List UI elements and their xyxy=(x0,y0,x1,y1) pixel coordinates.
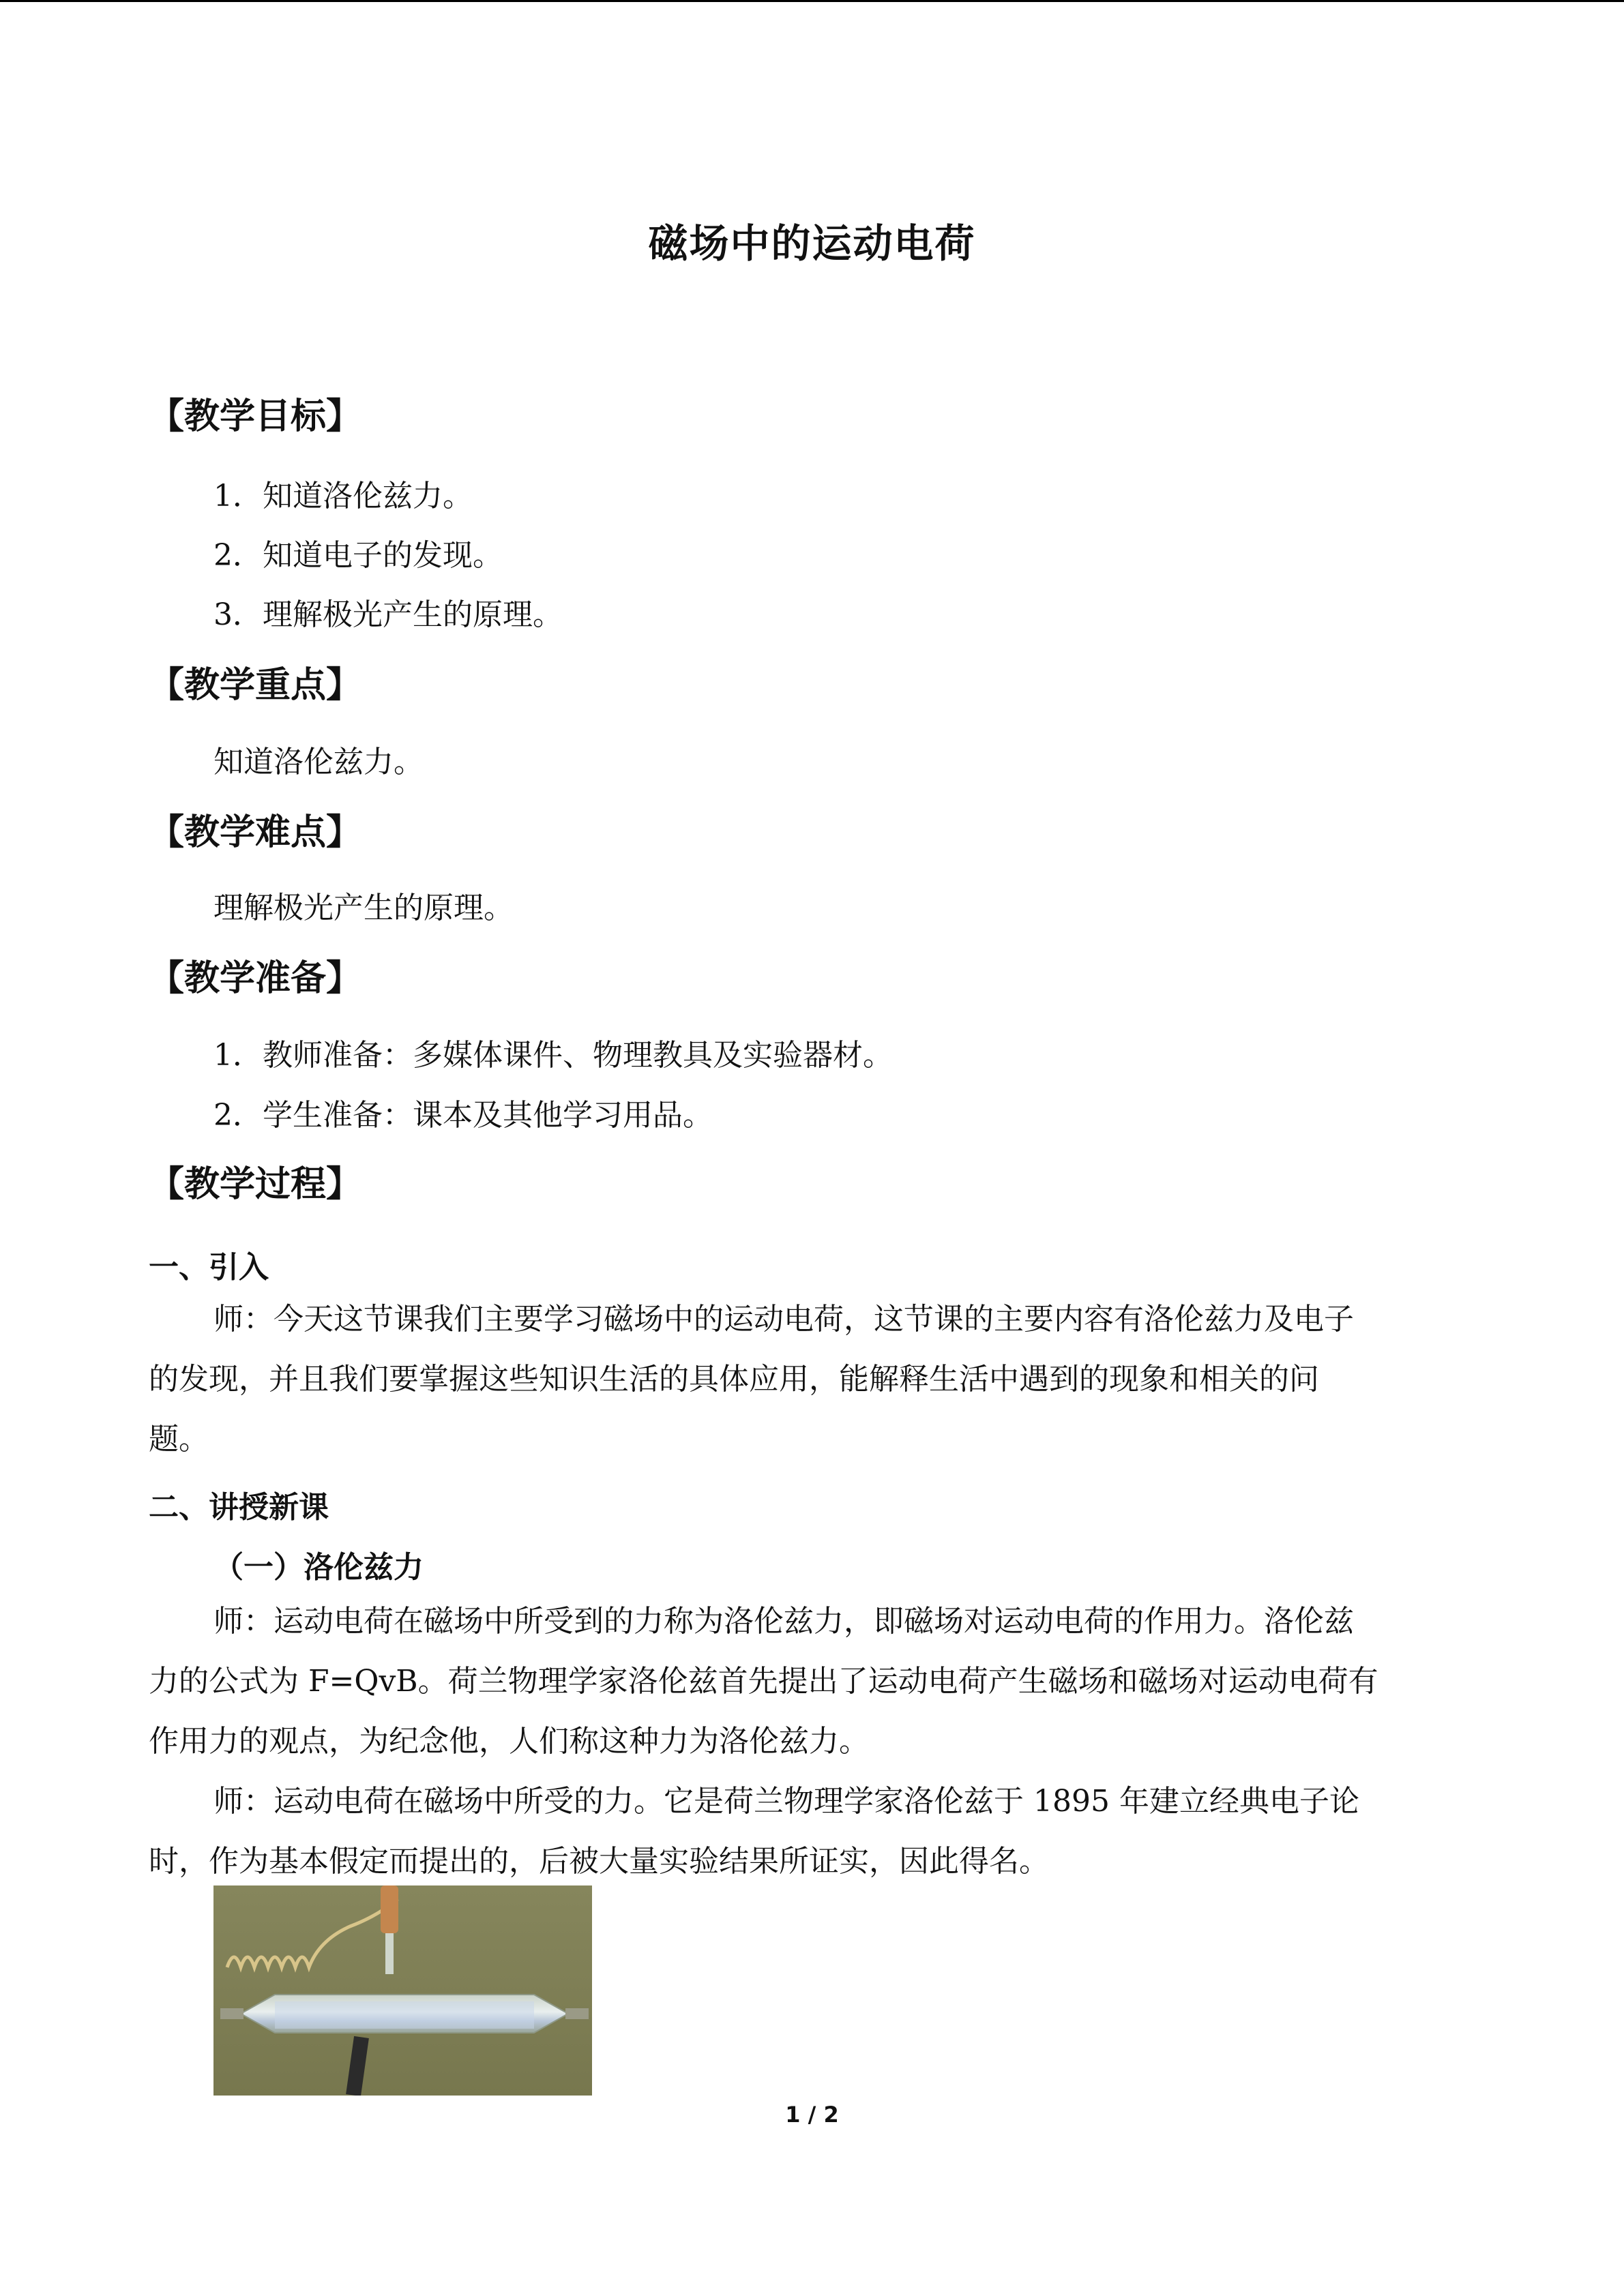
intro-line: 师：今天这节课我们主要学习磁场中的运动电荷，这节课的主要内容有洛伦兹力及电子 xyxy=(213,1302,1354,1337)
lorentz-heading: （一）洛伦兹力 xyxy=(213,1550,424,1585)
intro-heading: 一、引入 xyxy=(149,1250,269,1285)
objective-item: 1．知道洛伦兹力。 xyxy=(213,479,473,513)
new-lesson-heading: 二、讲授新课 xyxy=(149,1490,329,1525)
paragraph-line: 力的公式为 F=QvB。荷兰物理学家洛伦兹首先提出了运动电荷产生磁场和磁场对运动电荷有 xyxy=(149,1664,1378,1699)
intro-line: 的发现，并且我们要掌握这些知识生活的具体应用，能解释生活中遇到的现象和相关的问 xyxy=(149,1362,1319,1397)
paragraph-line: 时，作为基本假定而提出的，后被大量实验结果所证实，因此得名。 xyxy=(149,1844,1049,1879)
process-heading: 【教学过程】 xyxy=(149,1164,362,1205)
key-points-heading: 【教学重点】 xyxy=(149,665,362,706)
preparation-heading: 【教学准备】 xyxy=(149,958,362,999)
objective-item: 2．知道电子的发现。 xyxy=(213,538,503,573)
paragraph-line: 师：运动电荷在磁场中所受的力。它是荷兰物理学家洛伦兹于 1895 年建立经典电子论 xyxy=(213,1784,1359,1819)
preparation-item: 2．学生准备：课本及其他学习用品。 xyxy=(213,1098,713,1133)
paragraph-line: 作用力的观点，为纪念他，人们称这种力为洛伦兹力。 xyxy=(149,1724,869,1759)
difficulties-text: 理解极光产生的原理。 xyxy=(213,891,514,925)
objectives-heading: 【教学目标】 xyxy=(149,396,362,437)
intro-line: 题。 xyxy=(149,1422,209,1457)
objective-item: 3．理解极光产生的原理。 xyxy=(213,597,563,632)
top-border xyxy=(0,0,1624,2)
document-title: 磁场中的运动电荷 xyxy=(648,220,976,267)
paragraph-line: 师：运动电荷在磁场中所受到的力称为洛伦兹力，即磁场对运动电荷的作用力。洛伦兹 xyxy=(213,1604,1354,1639)
cathode-ray-tube-photo xyxy=(213,1885,592,2096)
page-number: 1 / 2 xyxy=(785,2102,839,2128)
difficulties-heading: 【教学难点】 xyxy=(149,812,362,853)
preparation-item: 1．教师准备：多媒体课件、物理教具及实验器材。 xyxy=(213,1038,893,1073)
key-points-text: 知道洛伦兹力。 xyxy=(213,745,424,779)
